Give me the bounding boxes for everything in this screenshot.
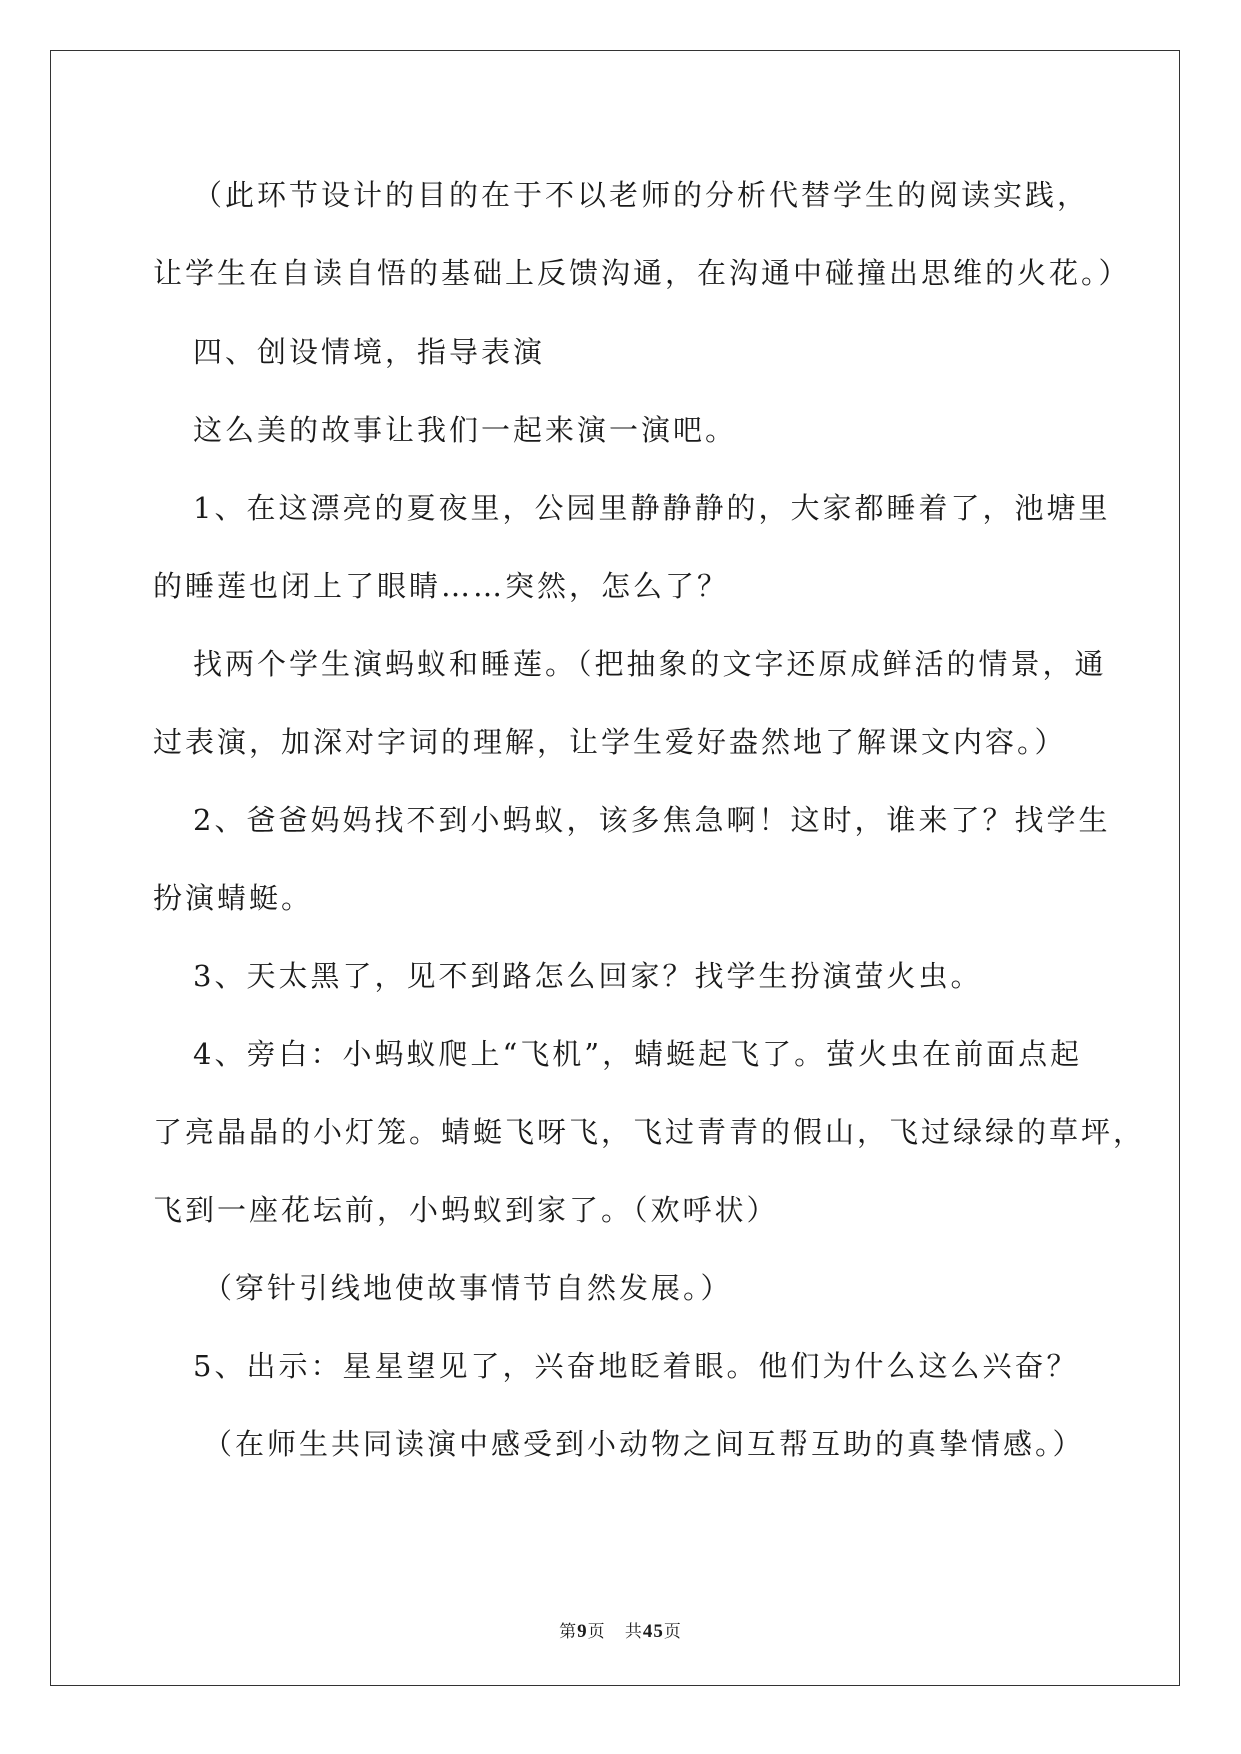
section-heading: 四、创设情境，指导表演	[193, 335, 546, 369]
page-footer	[0, 1617, 1241, 1643]
paragraph-line: 了亮晶晶的小灯笼。蜻蜓飞呀飞，飞过青青的假山，飞过绿绿的草坪，	[153, 1115, 1146, 1149]
paragraph-line: 的睡莲也闭上了眼睛……突然，怎么了？	[153, 569, 730, 603]
paragraph-line: 扮演蜻蜓。	[153, 881, 314, 915]
paragraph-line: 2、爸爸妈妈找不到小蚂蚁，该多焦急啊！这时，谁来了？找学生	[193, 803, 1111, 837]
paragraph-line: 1、在这漂亮的夏夜里，公园里静静静的，大家都睡着了，池塘里	[193, 491, 1111, 525]
paragraph-line: （穿针引线地使故事情节自然发展。）	[203, 1271, 733, 1305]
paragraph-line: 4、旁白：小蚂蚁爬上“飞机”，蜻蜓起飞了。萤火虫在前面点起	[193, 1037, 1083, 1071]
paragraph-line: 过表演，加深对字词的理解，让学生爱好盎然地了解课文内容。）	[153, 725, 1067, 759]
total-page-number: 45	[642, 1621, 664, 1642]
paragraph-line: 找两个学生演蚂蚁和睡莲。（把抽象的文字还原成鲜活的情景，通	[193, 647, 1107, 681]
paragraph-line: 飞到一座花坛前，小蚂蚁到家了。（欢呼状）	[153, 1193, 779, 1227]
paragraph-line: 这么美的故事让我们一起来演一演吧。	[193, 413, 738, 447]
paragraph-line: 让学生在自读自悟的基础上反馈沟通，在沟通中碰撞出思维的火花。）	[153, 256, 1131, 290]
footer-suffix: 页	[663, 1622, 682, 1642]
current-page-number: 9	[577, 1621, 588, 1642]
paragraph-line: 3、天太黑了，见不到路怎么回家？找学生扮演萤火虫。	[193, 959, 983, 993]
paragraph-line: （此环节设计的目的在于不以老师的分析代替学生的阅读实践，	[193, 178, 1090, 212]
paragraph-line: （在师生共同读演中感受到小动物之间互帮互助的真挚情感。）	[203, 1427, 1085, 1461]
paragraph-line: 5、出示：星星望见了，兴奋地眨着眼。他们为什么这么兴奋？	[193, 1349, 1079, 1383]
footer-prefix: 第	[559, 1622, 578, 1642]
footer-mid: 页 共	[587, 1622, 643, 1642]
